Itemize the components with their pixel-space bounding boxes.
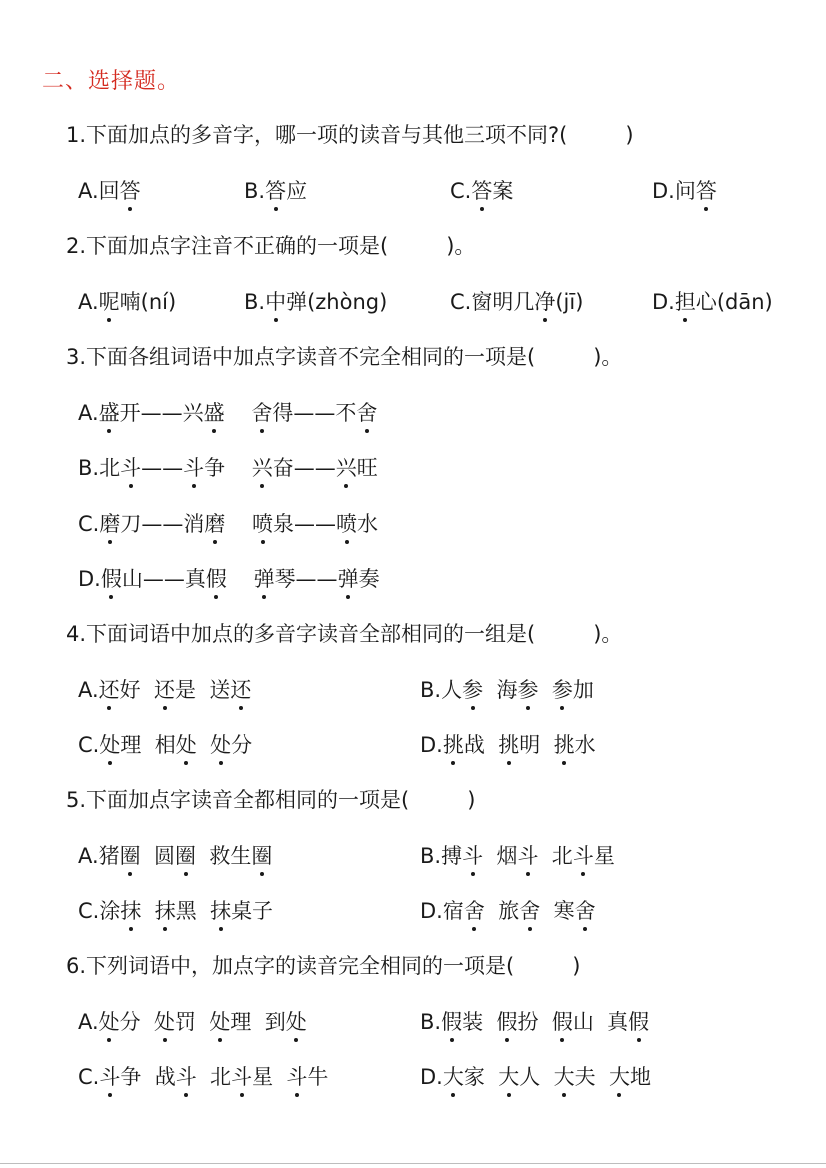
option-a[interactable]: A.处分 处罚 处理 到处 [78,1005,307,1039]
dotted-char: 处 [99,1005,120,1039]
dotted-char: 兴 [336,451,357,485]
option-a[interactable]: A.回答 [78,174,141,208]
option-a[interactable]: A.还好 还是 送还 [78,673,251,707]
option-d[interactable]: D.大家 大人 大夫 大地 [420,1060,651,1094]
dotted-char: 答 [120,174,141,208]
question-4-stem: 4.下面词语中加点的多音字读音全部相同的一组是( )。 [66,622,623,646]
dotted-char: 参 [462,673,483,707]
section-title: 二、选择题。 [42,69,181,94]
dotted-char: 处 [286,1005,307,1039]
option-d[interactable]: D.宿舍 旅舍 寒舍 [420,894,596,928]
option-c[interactable]: C.窗明几净(jī) [450,285,583,319]
question-3-option-a [0,396,826,430]
dotted-char: 磨 [204,507,225,541]
dotted-char: 弹 [338,562,359,596]
dotted-char: 大 [609,1060,630,1094]
dotted-char: 假 [496,1005,517,1039]
dotted-char: 还 [99,673,120,707]
dotted-char: 大 [498,1060,519,1094]
dotted-char: 假 [441,1005,462,1039]
dotted-char: 斗 [462,839,483,873]
question-3-option-c [0,507,826,541]
dotted-char: 假 [552,1005,573,1039]
question-6-options-row-1 [0,1005,826,1039]
question-4-options-row-2 [0,728,826,762]
dotted-char: 答 [265,174,286,208]
dotted-char: 斗 [183,451,204,485]
dotted-char: 大 [443,1060,464,1094]
dotted-char: 抹 [210,894,231,928]
dotted-char: 斗 [120,451,141,485]
dotted-char: 挑 [498,728,519,762]
dotted-char: 假 [628,1005,649,1039]
dotted-char: 参 [517,673,538,707]
dotted-char: 还 [154,673,175,707]
option-d[interactable]: D.担心(dān) [652,285,773,319]
dotted-char: 喷 [336,507,357,541]
dotted-char: 处 [176,728,197,762]
option-b[interactable]: B.人参 海参 参加 [420,673,594,707]
question-1-options [0,174,826,208]
dotted-char: 斗 [517,839,538,873]
option-b[interactable]: B.中弹(zhòng) [244,285,387,319]
dotted-char: 中 [265,285,286,319]
question-6-options-row-2 [0,1060,826,1094]
option-b[interactable]: B.搏斗 烟斗 北斗星 [420,839,615,873]
question-3-stem: 3.下面各组词语中加点字读音不完全相同的一项是( )。 [66,345,623,369]
dotted-char: 大 [554,1060,575,1094]
question-6-stem: 6.下列词语中，加点字的读音完全相同的一项是( ) [66,954,581,978]
dotted-char: 弹 [254,562,275,596]
dotted-char: 斗 [176,1060,197,1094]
dotted-char: 舍 [356,396,377,430]
question-1-stem: 1.下面加点的多音字，哪一项的读音与其他三项不同?( ) [66,123,634,147]
dotted-char: 斗 [231,1060,252,1094]
question-5-options-row-1 [0,839,826,873]
dotted-char: 舍 [519,894,540,928]
option-a[interactable]: A.猪圈 圆圈 救生圈 [78,839,272,873]
dotted-char: 答 [696,174,717,208]
dotted-char: 答 [471,174,492,208]
dotted-char: 磨 [99,507,120,541]
dotted-char: 兴 [252,451,273,485]
option-b[interactable]: B.答应 [244,174,307,208]
dotted-char: 担 [675,285,696,319]
dotted-char: 挑 [554,728,575,762]
dotted-char: 挑 [443,728,464,762]
dotted-char: 假 [206,562,227,596]
dotted-char: 盛 [99,396,120,430]
option-d[interactable]: D.问答 [652,174,717,208]
option-c[interactable]: C.涂抹 抹黑 抹桌子 [78,894,273,928]
question-3-option-d [0,562,826,596]
dotted-char: 圈 [120,839,141,873]
dotted-char: 呢 [99,285,120,319]
question-2-options [0,285,826,319]
dotted-char: 斗 [99,1060,120,1094]
dotted-char: 抹 [155,894,176,928]
question-3-option-b [0,451,826,485]
dotted-char: 处 [210,728,231,762]
dotted-char: 参 [552,673,573,707]
dotted-char: 舍 [251,396,272,430]
dotted-char: 假 [101,562,122,596]
question-4-options-row-1 [0,673,826,707]
dotted-char: 舍 [575,894,596,928]
dotted-char: 圈 [251,839,272,873]
dotted-char: 斗 [573,839,594,873]
question-5-options-row-2 [0,894,826,928]
option-c[interactable]: C.磨刀——消磨 喷泉——喷水 [78,507,378,541]
dotted-char: 盛 [204,396,225,430]
dotted-char: 斗 [286,1060,307,1094]
option-a[interactable]: A.盛开——兴盛 舍得——不舍 [78,396,377,430]
page-bottom-divider [0,1163,826,1164]
option-c[interactable]: C.斗争 战斗 北斗星 斗牛 [78,1060,328,1094]
option-d[interactable]: D.假山——真假 弹琴——弹奏 [78,562,380,596]
dotted-char: 处 [209,1005,230,1039]
dotted-char: 还 [230,673,251,707]
option-a[interactable]: A.呢喃(ní) [78,285,176,319]
dotted-char: 净 [534,285,555,319]
dotted-char: 舍 [464,894,485,928]
dotted-char: 抹 [120,894,141,928]
dotted-char: 圈 [175,839,196,873]
option-d[interactable]: D.挑战 挑明 挑水 [420,728,596,762]
dotted-char: 处 [99,728,120,762]
option-b[interactable]: B.假装 假扮 假山 真假 [420,1005,649,1039]
dotted-char: 处 [154,1005,175,1039]
dotted-char: 喷 [252,507,273,541]
option-c[interactable]: C.处理 相处 处分 [78,728,252,762]
question-5-stem: 5.下面加点字读音全都相同的一项是( ) [66,788,476,812]
option-c[interactable]: C.答案 [450,174,513,208]
question-2-stem: 2.下面加点字注音不正确的一项是( )。 [66,234,476,258]
option-b[interactable]: B.北斗——斗争 兴奋——兴旺 [78,451,378,485]
